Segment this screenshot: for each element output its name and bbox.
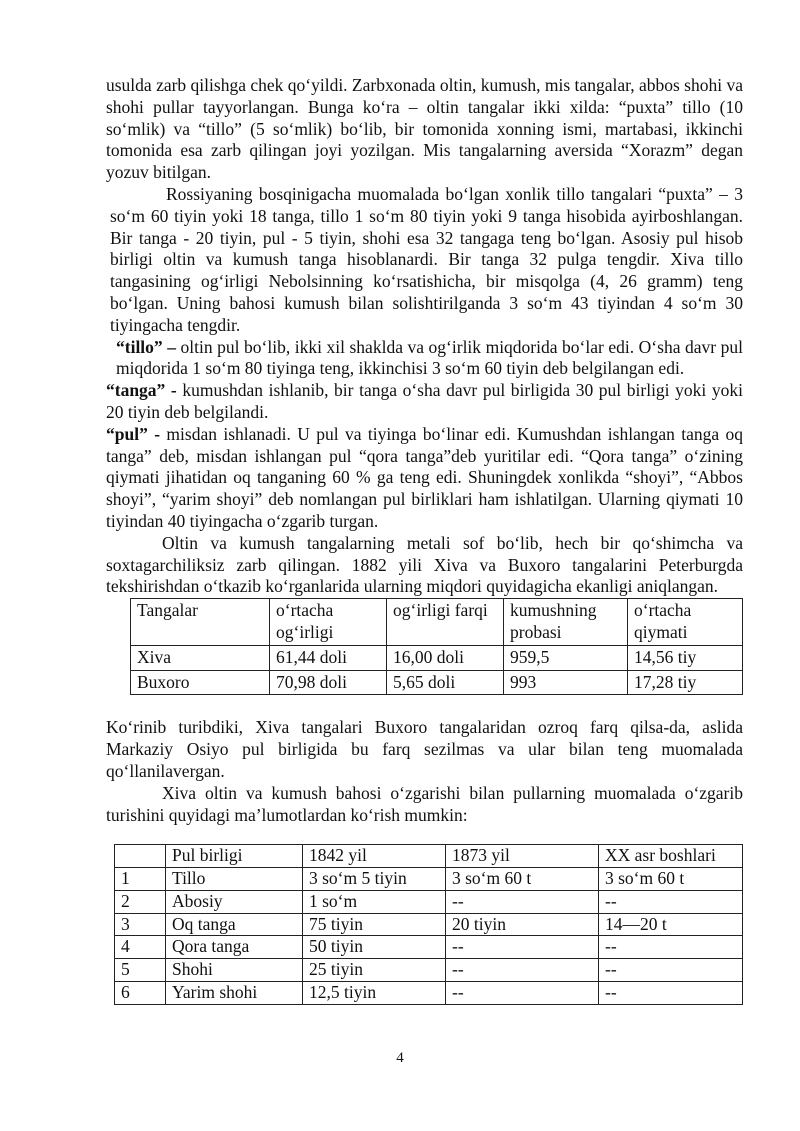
definition-pul: misdan ishlanadi. U pul va tiyinga bo‘linar edi. Kumushdan ishlangan tanga oq tanga” deb, misdan ishlangan pul “qora tanga”deb yuritilar edi. “Qora tanga” o‘zining qiymati jihatidan oq tanganing 60 % ga teng edi. Shuningdek xonlikda “shoyi”, “Abbos shoyi”, “yarim shoyi” deb nomlangan pul birliklari ham ishlatilgan. Ularning qiymati 10 tiyindan 40 tiyingacha o‘zgarib turgan. (106, 423, 743, 531)
table-cell: 50 tiyin (303, 936, 446, 959)
table-cell: -- (599, 959, 743, 982)
table-cell: Tillo (166, 868, 303, 891)
table-cell: 1 (115, 868, 166, 891)
paragraph-oltin-kumush: Oltin va kumush tangalarning metali sof bo‘lib, hech bir qo‘shimcha va soxtagarchiliksiz zarb qilingan. 1882 yili Xiva va Buxoro tangalarini Peterburgda tekshirishdan o‘tkazib ko‘rganlarida ularning miqdori quyidagicha ekanligi aniqlangan. (106, 532, 743, 597)
table-row (115, 868, 743, 891)
paragraph-xiva-bahosi: Xiva oltin va kumush bahosi o‘zgarishi bilan pullarning muomalada o‘zgarib turishini quyidagi ma’lumotlardan ko‘rish mumkin: (106, 782, 743, 825)
page-number: 4 (396, 1050, 404, 1066)
definition-tanga: kumushdan ishlanib, bir tanga o‘sha davr pul birligida 30 pul birligi yoki yoki 20 tiyin deb belgilandi. (106, 380, 743, 422)
table-row (115, 936, 743, 959)
table-cell: 959,5 (504, 645, 628, 670)
term-pul: “pul” - (106, 423, 161, 444)
table-row (131, 645, 743, 670)
definition-tillo: oltin pul bo‘lib, ikki xil shaklda va og‘irlik miqdorida bo‘lar edi. O‘sha davr pul miqdorida 1 so‘m 80 tiyinga teng, ikkinchisi 3 so‘m 60 tiyin deb belgilangan edi. (116, 336, 743, 379)
table-cell: 70,98 doli (270, 670, 387, 695)
table-cell: -- (446, 936, 599, 959)
table-cell: Yarim shohi (166, 982, 303, 1005)
table-cell: 61,44 doli (270, 645, 387, 670)
table-cell: 1 so‘m (303, 890, 446, 913)
table-cell: -- (446, 959, 599, 982)
table-cell: -- (599, 982, 743, 1005)
table-cell: Abosiy (166, 890, 303, 913)
table-header-cell: XX asr boshlari (599, 845, 743, 868)
table-cell: 75 tiyin (303, 913, 446, 936)
table-header-cell: og‘irligi farqi (387, 599, 504, 646)
table-header-cell: 1873 yil (446, 845, 599, 868)
paragraph-pul (106, 424, 743, 533)
table-header-cell: o‘rtacha qiymati (628, 599, 743, 646)
table-cell: 4 (115, 936, 166, 959)
table-row (115, 913, 743, 936)
table-header-cell (115, 845, 166, 868)
table-cell: 6 (115, 982, 166, 1005)
table-cell: Buxoro (131, 670, 270, 695)
table-cell: -- (599, 890, 743, 913)
table-cell: -- (446, 890, 599, 913)
table-header-cell: Pul birligi (166, 845, 303, 868)
table-header-row (115, 845, 743, 868)
document-page (106, 75, 743, 1005)
table-cell: 5,65 doli (387, 670, 504, 695)
table-row (115, 890, 743, 913)
table-header-row (131, 599, 743, 646)
paragraph-tanga (106, 380, 743, 424)
table-cell: 3 (115, 913, 166, 936)
table-cell: Xiva (131, 645, 270, 670)
term-tillo: “tillo” – (116, 336, 176, 357)
paragraph-zarbxona: usulda zarb qilishga chek qo‘yildi. Zarbxonada oltin, kumush, mis tangalar, abbos shohi va shohi pullar tayyorlangan. Bunga ko‘ra – oltin tangalar ikki xilda: “puxta” tillo (10 so‘mlik) va “tillo” (5 so‘mlik) bo‘lib, bir tomonida xonning ismi, martabasi, ikkinchi tomonida esa zarb qilingan joyi yozilgan. Mis tangalarning aversida “Xorazm” degan yozuv bitilgan. (106, 75, 743, 183)
table-cell: Qora tanga (166, 936, 303, 959)
paragraph-korinib: Ko‘rinib turibdiki, Xiva tangalari Buxoro tangalaridan ozroq farq qilsa-da, aslida Markaziy Osiyo pul birligida bu farq sezilmas va ular bilan teng muomalada qo‘llanilavergan. (106, 717, 743, 781)
table-header-cell: 1842 yil (303, 845, 446, 868)
table-cell: -- (599, 936, 743, 959)
table-cell: -- (446, 982, 599, 1005)
table-cell: Shohi (166, 959, 303, 982)
table-cell: 3 so‘m 5 tiyin (303, 868, 446, 891)
table-header-cell: kumushning probasi (504, 599, 628, 646)
table-cell: 2 (115, 890, 166, 913)
coin-comparison-table (130, 598, 743, 695)
table-row (131, 670, 743, 695)
table-cell: 20 tiyin (446, 913, 599, 936)
table-cell: 993 (504, 670, 628, 695)
table-row (115, 959, 743, 982)
table-cell: 14,56 tiy (628, 645, 743, 670)
table-cell: 3 so‘m 60 t (446, 868, 599, 891)
currency-history-table (114, 844, 743, 1005)
table-cell: 16,00 doli (387, 645, 504, 670)
term-tanga: “tanga” - (106, 380, 177, 401)
table-header-cell: o‘rtacha og‘irligi (270, 599, 387, 646)
spacer (106, 695, 743, 717)
table-cell: 17,28 tiy (628, 670, 743, 695)
table-cell: Oq tanga (166, 913, 303, 936)
table-cell: 3 so‘m 60 t (599, 868, 743, 891)
table-cell: 5 (115, 959, 166, 982)
table-cell: 12,5 tiyin (303, 982, 446, 1005)
paragraph-tillo (106, 337, 743, 381)
table-cell: 25 tiyin (303, 959, 446, 982)
table-header-cell: Tangalar (131, 599, 270, 646)
table-cell: 14—20 t (599, 913, 743, 936)
paragraph-rossiya: Rossiyaning bosqinigacha muomalada bo‘lgan xonlik tillo tangalari “puxta” – 3 so‘m 60 tiyin yoki 18 tanga, tillo 1 so‘m 80 tiyin yoki 9 tanga hisobida ayirboshlangan. Bir tanga - 20 tiyin, pul - 5 tiyin, shohi esa 32 tangaga teng bo‘lgan. Asosiy pul hisob birligi oltin va kumush tanga hisoblanardi. Bir tanga 32 pulga tengdir. Xiva tillo tangasining og‘irligi Nebolsinning ko‘rsatishicha, bir misqolga (4, 26 gramm) teng bo‘lgan. Uning bahosi kumush bilan solishtirilganda 3 so‘m 43 tiyindan 4 so‘m 30 tiyingacha tengdir. (110, 183, 743, 335)
table-row (115, 982, 743, 1005)
